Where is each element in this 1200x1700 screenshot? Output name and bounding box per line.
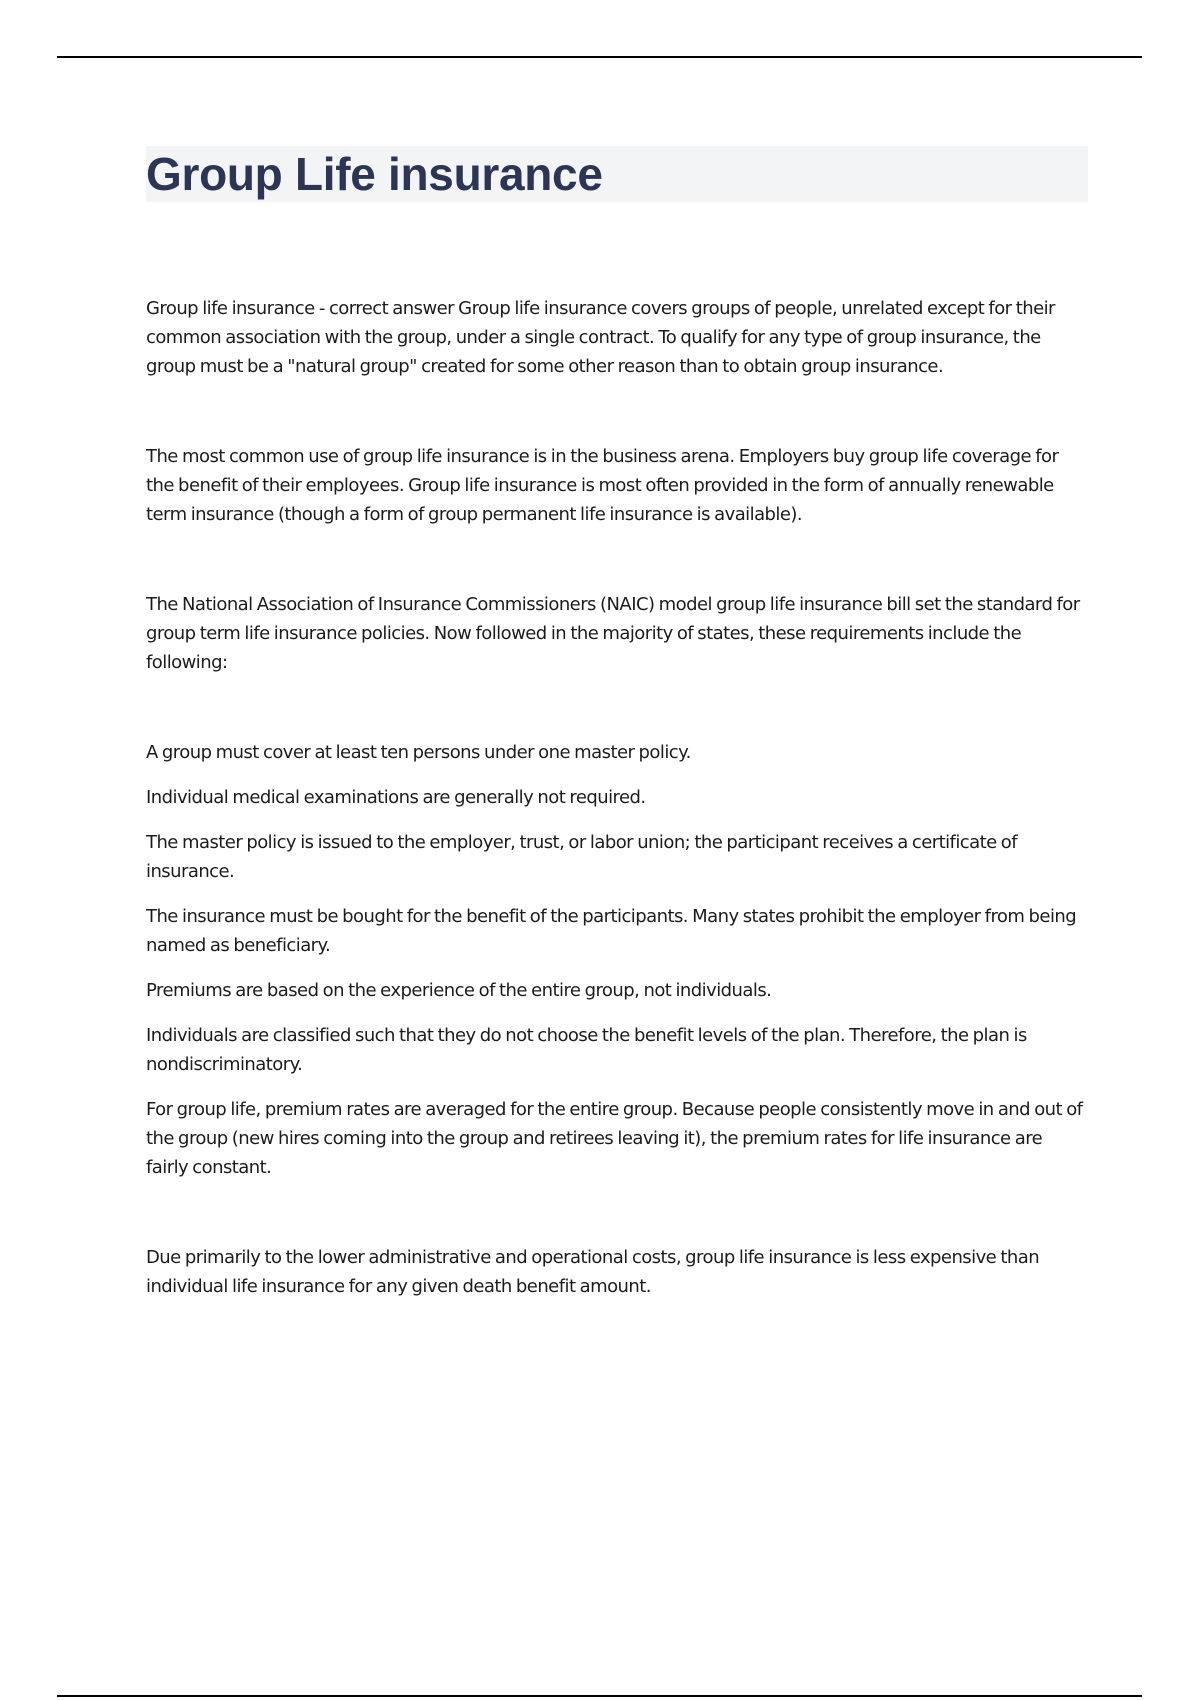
document-body bbox=[146, 294, 1088, 1301]
requirement-item: The insurance must be bought for the benefit of the participants. Many states prohibit the employer from being named as beneficiary. bbox=[146, 906, 1077, 956]
requirement-item: Individuals are classified such that they do not choose the benefit levels of the plan. Therefore, the plan is nondiscriminatory. bbox=[146, 1025, 1027, 1075]
requirement-item: A group must cover at least ten persons under one master policy. bbox=[146, 742, 691, 763]
paragraph-naic-intro: The National Association of Insurance Commissioners (NAIC) model group life insurance bill set the standard for group term life insurance policies. Now followed in the majority of states, these requirements include the following: bbox=[146, 594, 1080, 673]
requirement-item: Premiums are based on the experience of the entire group, not individuals. bbox=[146, 980, 772, 1001]
document-page bbox=[146, 146, 1088, 1301]
header-rule bbox=[57, 56, 1142, 58]
requirement-item: The master policy is issued to the employer, trust, or labor union; the participant receives a certificate of insurance. bbox=[146, 832, 1018, 882]
paragraph-closing: Due primarily to the lower administrative and operational costs, group life insurance is less expensive than individual life insurance for any given death benefit amount. bbox=[146, 1247, 1040, 1297]
title-band bbox=[146, 146, 1088, 202]
requirement-item: Individual medical examinations are generally not required. bbox=[146, 787, 646, 808]
paragraph-definition: Group life insurance - correct answer Group life insurance covers groups of people, unrelated except for their common association with the group, under a single contract. To qualify for any type of group insurance, the group must be a "natural group" created for some other reason than to obtain group insurance. bbox=[146, 298, 1055, 377]
paragraph-business-use: The most common use of group life insurance is in the business arena. Employers buy group life coverage for the benefit of their employees. Group life insurance is most often provided in the form of annually renewable term insurance (though a form of group permanent life insurance is available). bbox=[146, 446, 1059, 525]
document-title: Group Life insurance bbox=[146, 148, 603, 200]
requirements-list bbox=[146, 738, 1088, 1182]
requirement-item: For group life, premium rates are averaged for the entire group. Because people consistently move in and out of the group (new hires coming into the group and retirees leaving it), the premium rates for life insurance are fairly constant. bbox=[146, 1099, 1083, 1178]
footer-rule bbox=[57, 1695, 1142, 1697]
